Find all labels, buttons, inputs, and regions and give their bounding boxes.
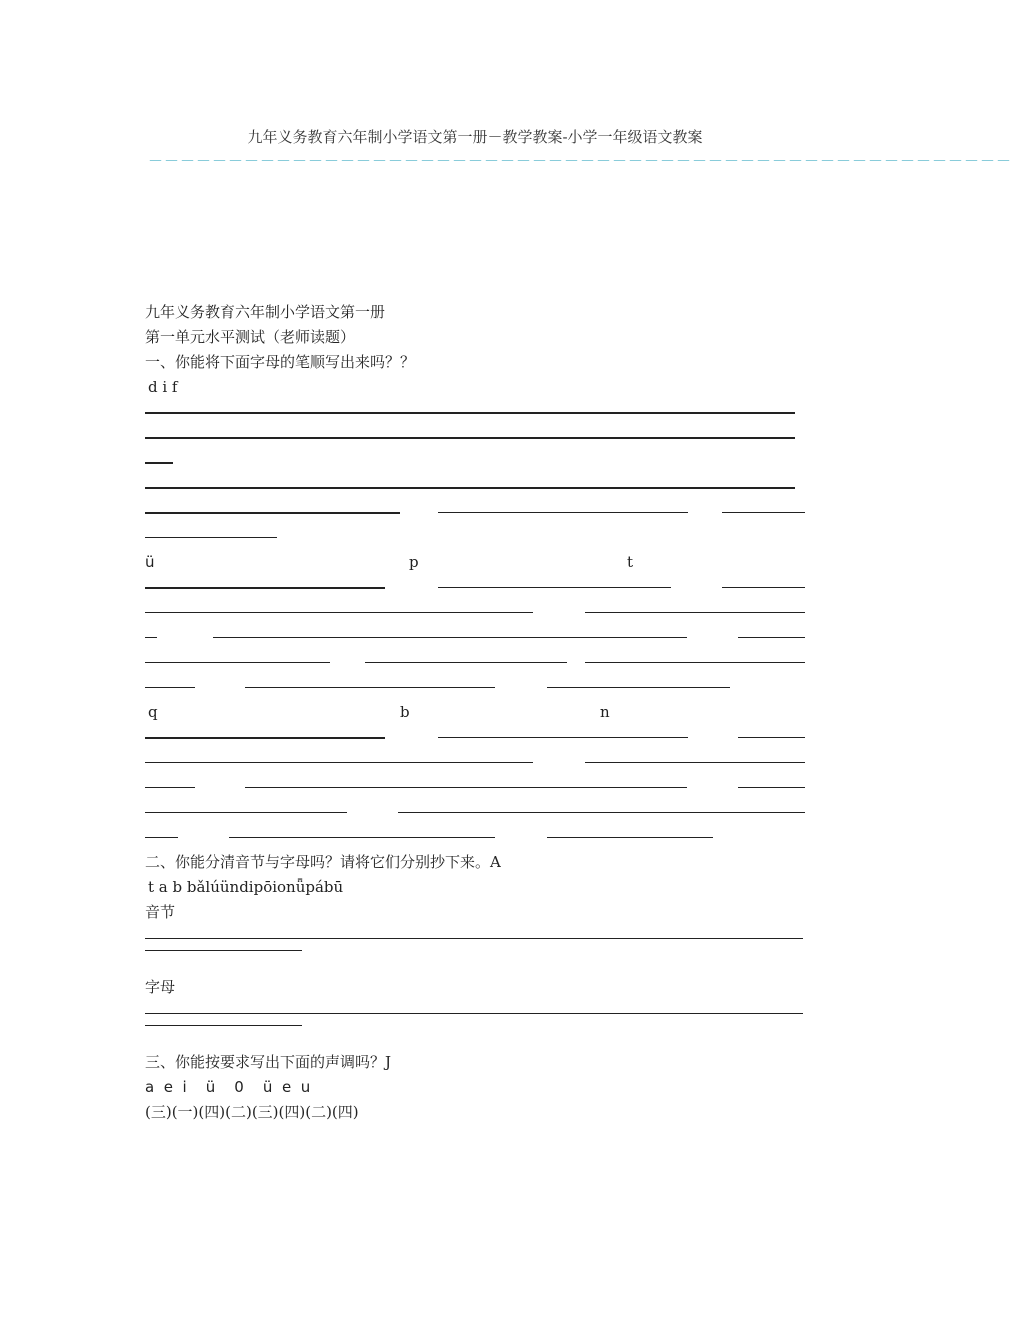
question-3: 三、你能按要求写出下面的声调吗？J bbox=[145, 1053, 392, 1071]
writing-line bbox=[145, 825, 805, 850]
syllable-items: t a b bǎlúündipōionǖpábū bbox=[148, 878, 344, 896]
tone-numbers: (三)(一)(四)(二)(三)(四)(二)(四) bbox=[145, 1103, 359, 1121]
answer-line bbox=[145, 1025, 805, 1050]
answer-line bbox=[145, 925, 805, 950]
letters-row-1: d i f bbox=[148, 378, 178, 396]
letter-u-umlaut: ü bbox=[145, 553, 155, 571]
letter-p: p bbox=[409, 553, 419, 571]
letters-row-2 bbox=[145, 550, 805, 575]
writing-line bbox=[145, 525, 805, 550]
writing-line bbox=[145, 775, 805, 800]
writing-line bbox=[145, 625, 805, 650]
question-1: 一、你能将下面字母的笔顺写出来吗？？ bbox=[145, 353, 416, 371]
answer-line bbox=[145, 950, 805, 975]
writing-line bbox=[145, 500, 805, 525]
letter-t: t bbox=[627, 553, 634, 571]
header-dashed-rule: －－－－－－－－－－－－－－－－－－－－－－－－－－－－－－－－－－－－－－－－－－－－－－－－－－－－－－ bbox=[148, 152, 1012, 170]
writing-line bbox=[145, 450, 805, 475]
writing-line bbox=[145, 425, 805, 450]
document-body bbox=[145, 300, 805, 1125]
writing-line bbox=[145, 475, 805, 500]
tone-letters: a e i ü 0 ü e u bbox=[145, 1078, 311, 1096]
letter-q: q bbox=[148, 703, 158, 721]
letter-b: b bbox=[400, 703, 410, 721]
writing-line bbox=[145, 575, 805, 600]
document-header-title: 九年义务教育六年制小学语文第一册－教学教案-小学一年级语文教案 bbox=[247, 128, 703, 146]
writing-line bbox=[145, 400, 805, 425]
writing-line bbox=[145, 750, 805, 775]
answer-line bbox=[145, 1000, 805, 1025]
unit-title: 第一单元水平测试（老师读题） bbox=[145, 328, 356, 346]
letter-label: 字母 bbox=[145, 978, 176, 996]
writing-line bbox=[145, 675, 805, 700]
letters-row-3 bbox=[145, 700, 805, 725]
syllable-label: 音节 bbox=[145, 903, 176, 921]
writing-line bbox=[145, 600, 805, 625]
book-title: 九年义务教育六年制小学语文第一册 bbox=[145, 303, 386, 321]
writing-line bbox=[145, 650, 805, 675]
letter-n: n bbox=[600, 703, 610, 721]
writing-line bbox=[145, 725, 805, 750]
question-2: 二、你能分清音节与字母吗？请将它们分别抄下来。A bbox=[145, 853, 501, 871]
writing-line bbox=[145, 800, 805, 825]
